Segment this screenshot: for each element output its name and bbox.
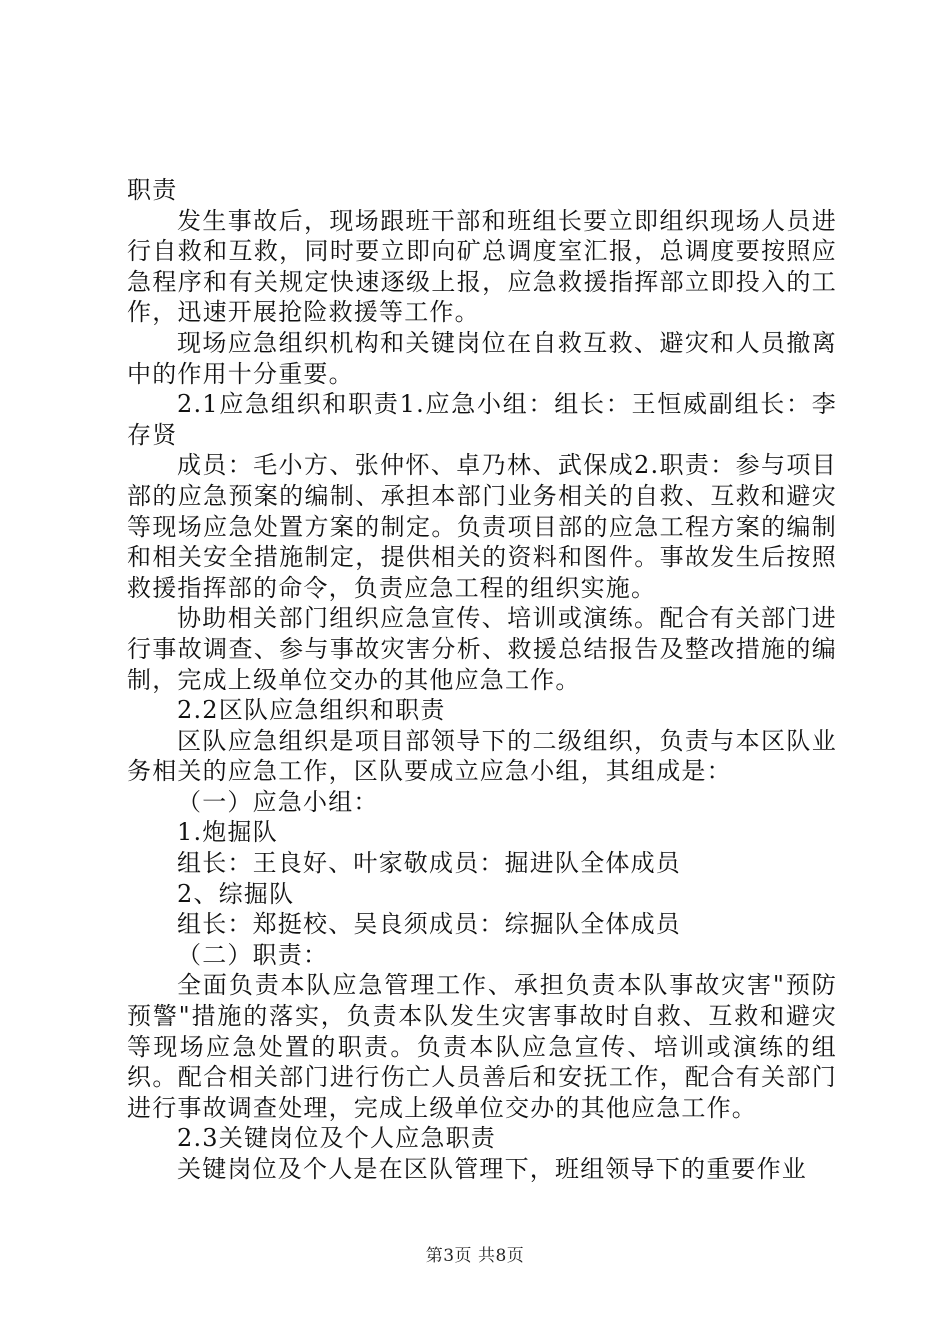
- list-item: 1.炮掘队: [177, 818, 278, 847]
- paragraph: 成员：毛小方、张仲怀、卓乃林、武保成2.职责：参与项目部的应急预案的编制、承担本部门业务相关的自救、互救和避灾等现场应急处置方案的制定。负责项目部的应急工程方案的编制和相关安全措施制定，提供相关的资料和图件。事故发生后按照救援指挥部的命令，负责应急工程的组织实施。: [127, 451, 837, 602]
- page-number-footer: 第3页 共8页: [425, 1246, 525, 1266]
- paragraph: 发生事故后，现场跟班干部和班组长要立即组织现场人员进行自救和互救，同时要立即向矿总调度室汇报，总调度要按照应急程序和有关规定快速逐级上报，应急救援指挥部立即投入的工作，迅速开展抢险救援等工作。: [127, 206, 837, 327]
- section-heading-2-2: 2.2区队应急组织和职责: [177, 696, 446, 725]
- subheading-emergency-group: （一）应急小组：: [177, 787, 379, 816]
- paragraph: 2.1应急组织和职责1.应急小组：组长：王恒威副组长：李存贤: [127, 390, 837, 449]
- paragraph: 协助相关部门组织应急宣传、培训或演练。配合有关部门进行事故调查、参与事故灾害分析、救援总结报告及整改措施的编制，完成上级单位交办的其他应急工作。: [127, 604, 837, 694]
- paragraph: 区队应急组织是项目部领导下的二级组织，负责与本区队业务相关的应急工作，区队要成立应急小组，其组成是：: [127, 726, 837, 786]
- paragraph: 现场应急组织机构和关键岗位在自救互救、避灾和人员撤离中的作用十分重要。: [127, 328, 837, 388]
- list-item: 组长：郑挺校、吴良须成员：综掘队全体成员: [177, 910, 681, 939]
- paragraph-heading-zhize: 职责: [127, 176, 178, 204]
- paragraph: 关键岗位及个人是在区队管理下，班组领导下的重要作业: [177, 1155, 807, 1183]
- body-text: [127, 175, 837, 1185]
- subheading-duties: （二）职责：: [177, 940, 329, 969]
- section-heading-2-3: 2.3关键岗位及个人应急职责: [177, 1124, 496, 1153]
- list-item: 组长：王良好、叶家敬成员：掘进队全体成员: [177, 849, 681, 878]
- list-item: 2、综掘队: [177, 879, 295, 908]
- paragraph: 全面负责本队应急管理工作、承担负责本队事故灾害"预防预警"措施的落实，负责本队发生灾害事故时自救、互救和避灾等现场应急处置的职责。负责本队应急宣传、培训或演练的组织。配合相关部门进行伤亡人员善后和安抚工作，配合有关部门进行事故调查处理，完成上级单位交办的其他应急工作。: [127, 971, 837, 1122]
